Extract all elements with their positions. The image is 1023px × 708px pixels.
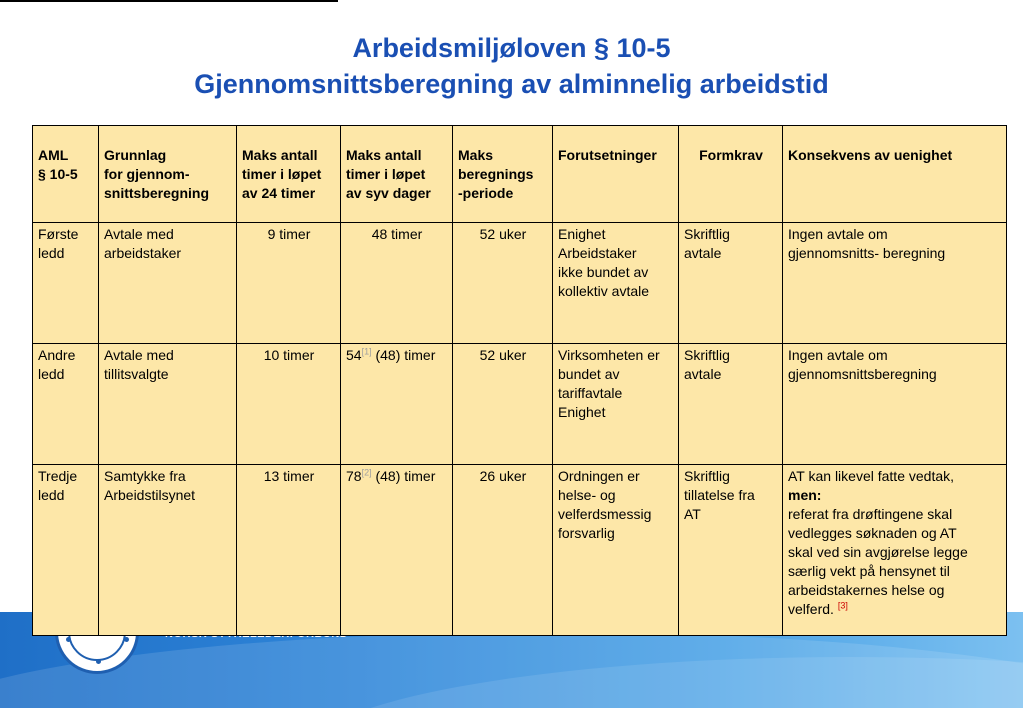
table-header-row [33, 126, 1007, 223]
cell-timer24: 13 timer [237, 465, 341, 636]
cell-formkrav: Skriftlig avtale [679, 223, 783, 344]
header-forutsetninger: Forutsetninger [553, 126, 679, 223]
cell-timer7: 54[1] (48) timer [341, 344, 453, 465]
table-row [33, 344, 1007, 465]
cell-grunnlag: Samtykke fra Arbeidstilsynet [99, 465, 237, 636]
cell-formkrav: Skriftlig avtale [679, 344, 783, 465]
cell-konsekvens: Ingen avtale om gjennomsnitts- beregning [783, 223, 1007, 344]
cell-forutsetninger: Ordningen er helse- og velferdsmessig forsvarlig [553, 465, 679, 636]
cell-timer24: 9 timer [237, 223, 341, 344]
cell-timer7: 78[2] (48) timer [341, 465, 453, 636]
aml-10-5-table [32, 125, 1007, 636]
top-rule [0, 0, 338, 2]
slide-title [0, 30, 1023, 102]
cell-timer24: 10 timer [237, 344, 341, 465]
cell-konsekvens: Ingen avtale om gjennomsnittsberegning [783, 344, 1007, 465]
cell-forutsetninger: Virksomheten er bundet av tariffavtale Enighet [553, 344, 679, 465]
cell-formkrav: Skriftlig tillatelse fra AT [679, 465, 783, 636]
footnote-link-1[interactable]: [1] [361, 346, 372, 357]
title-line-1: Arbeidsmiljøloven § 10-5 [352, 33, 671, 63]
cell-grunnlag: Avtale med arbeidstaker [99, 223, 237, 344]
header-periode: Maks beregnings -periode [453, 126, 553, 223]
header-aml: AML § 10-5 [33, 126, 99, 223]
header-formkrav: Formkrav [679, 126, 783, 223]
header-grunnlag: Grunnlag for gjennom- snittsberegning [99, 126, 237, 223]
cell-forutsetninger: Enighet Arbeidstaker ikke bundet av kollektiv avtale [553, 223, 679, 344]
cell-ledd: Andre ledd [33, 344, 99, 465]
cell-konsekvens: AT kan likevel fatte vedtak, men: referat fra drøftingene skal vedlegges søknaden og AT skal ved sin avgjørelse legge særlig vekt på hensynet til arbeidstakernes helse og velferd. [3] [783, 465, 1007, 636]
header-maks-24: Maks antall timer i løpet av 24 timer [237, 126, 341, 223]
table-row [33, 223, 1007, 344]
table-row [33, 465, 1007, 636]
cell-grunnlag: Avtale med tillitsvalgte [99, 344, 237, 465]
cell-ledd: Tredje ledd [33, 465, 99, 636]
cell-periode: 26 uker [453, 465, 553, 636]
cell-periode: 52 uker [453, 344, 553, 465]
header-maks-7: Maks antall timer i løpet av syv dager [341, 126, 453, 223]
cell-timer7: 48 timer [341, 223, 453, 344]
cell-periode: 52 uker [453, 223, 553, 344]
title-line-2: Gjennomsnittsberegning av alminnelig arbeidstid [194, 69, 829, 99]
cell-ledd: Første ledd [33, 223, 99, 344]
footnote-link-3[interactable]: [3] [837, 600, 848, 611]
header-konsekvens: Konsekvens av uenighet [783, 126, 1007, 223]
footnote-link-2[interactable]: [2] [361, 467, 372, 478]
